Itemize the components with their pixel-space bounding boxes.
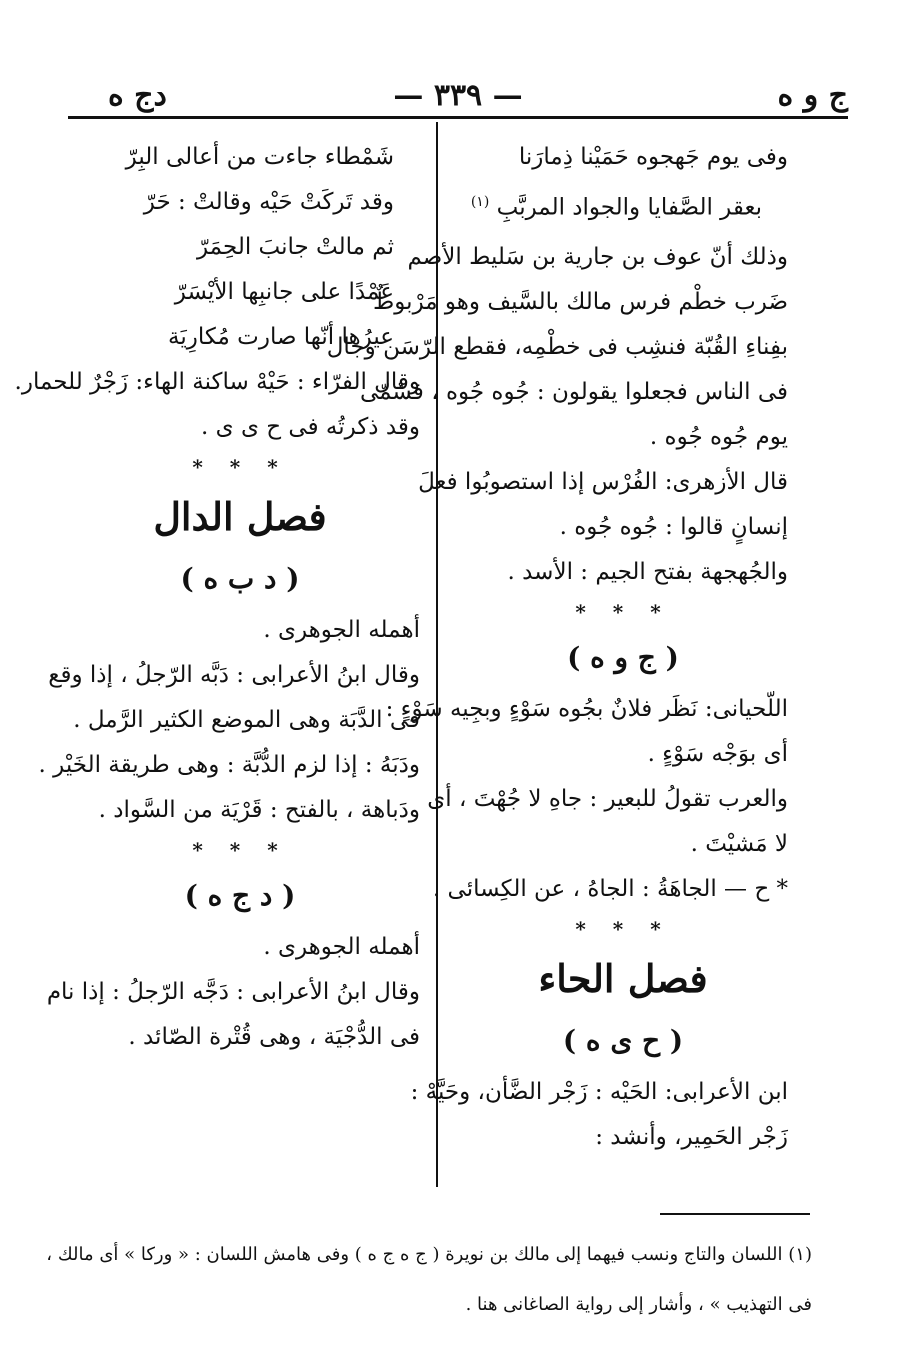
- text-line: وذلك أنّ عوف بن جارية بن سَليط الأصم: [407, 244, 788, 270]
- footnote-rule: [660, 1213, 810, 1215]
- text-line: فى الدُّجْيَة ، وهى قُتْرة الصّائد .: [128, 1024, 420, 1050]
- footnote-marker: (١): [470, 194, 490, 210]
- root-heading: ( ح ى ه ): [562, 1024, 684, 1057]
- section-title: فصل الحاء: [538, 956, 708, 1001]
- page-number: — ٣٣٩ —: [393, 78, 523, 113]
- text-line: أهمله الجوهرى .: [263, 617, 420, 643]
- text-line: إنسانٍ قالوا : جُوه جُوه .: [559, 514, 788, 540]
- root-heading: ( د ب ه ): [180, 562, 300, 595]
- section-title: فصل الدال: [153, 494, 327, 539]
- text-line: ودَبَهُ : إذا لزم الدُّبَّة : وهى طريقة الخَيْر .: [38, 752, 420, 778]
- text-line: وقال ابنُ الأعرابى : دَبَّه الرّجلُ ، إذا وقع: [48, 662, 420, 688]
- text-line: فى الدَّبَة وهى الموضع الكثير الرَّمل .: [73, 707, 420, 733]
- verse-line: ثم مالتْ جانبَ الحِمَرّ: [196, 234, 394, 260]
- verse-line: شَمْطاء جاءت من أعالى البِرّ: [125, 144, 394, 170]
- section-separator: * * *: [575, 917, 671, 941]
- verse-line: عيرُها أنّها صارت مُكارِيَة: [168, 324, 394, 350]
- verse-line: [458, 180, 788, 225]
- text-line: فى الناس فجعلوا يقولون : جُوه جُوه ، فسُمّى: [359, 379, 788, 405]
- text-line: * ح — الجاهَةُ : الجاهُ ، عن الكِسائى .: [432, 876, 788, 902]
- footnote: [46, 1230, 812, 1330]
- header-left-root: دج ه: [108, 78, 167, 113]
- root-heading: ( ج و ه ): [567, 641, 679, 674]
- footnote-line: فى التهذيب » ، وأشار إلى رواية الصاغانى هنا .: [465, 1294, 812, 1315]
- text-line: أى بوَجْه سَوْءٍ .: [647, 741, 788, 767]
- text-line: زَجْر الحَمِير، وأنشد :: [595, 1124, 788, 1150]
- text-line: بفِناءِ القُبّة فنشِب فى خطْمِه، فقطع الرّسَن وجال: [326, 334, 788, 360]
- section-separator: * * *: [575, 600, 671, 624]
- verse-line: وقد تَركَتْ حَيْه وقالتْ : حَرّ: [143, 189, 394, 215]
- verse-line: عَمْدًا على جانبِها الأيْسَرّ: [174, 279, 394, 305]
- section-separator: * * *: [192, 838, 288, 862]
- text-line: ضَرب خطْم فرس مالك بالسَّيف وهو مَرْبوطٌ: [373, 289, 788, 315]
- section-separator: * * *: [192, 455, 288, 479]
- text-line: ودَباهة ، بالفتح : قَرْيَة من السَّواد .: [98, 797, 420, 823]
- text-line: ابن الأعرابى: الحَيْه : زَجْر الضَّأن، وحَيَّهْ :: [410, 1079, 788, 1105]
- text-line: وقال ابنُ الأعرابى : دَجَّه الرّجلُ : إذا نام: [46, 979, 420, 1005]
- text-line: والعرب تقولُ للبعير : جاهِ لا جُهْتَ ، أى: [427, 786, 788, 812]
- root-heading: ( د ج ه ): [184, 879, 296, 912]
- text-line: لا مَشيْتَ .: [690, 831, 788, 857]
- header-right-root: ج و ه: [777, 78, 848, 113]
- text-line: اللّحيانى: نَظَر فلانٌ بجُوه سَوْءٍ وبجِيه سَوْءٍ :: [385, 696, 788, 722]
- text-line: والجُهجهة بفتح الجيم : الأسد .: [507, 559, 788, 585]
- page-header: [68, 68, 848, 116]
- verse-text: بعقر الصَّفايا والجواد المربَّبِ: [496, 194, 762, 221]
- footnote-line: (١) اللسان والتاج ونسب فيهما إلى مالك بن نويرة ( ج ه ج ه ) وفى هامش اللسان : « وركا » أى مالك ،: [46, 1244, 812, 1265]
- header-rule: [68, 116, 848, 119]
- left-column: [14, 135, 420, 1060]
- verse-line: وفى يوم جَهجوه حَمَيْنا ذِمارَنا: [518, 144, 788, 170]
- text-line: أهمله الجوهرى .: [263, 934, 420, 960]
- text-line: وقد ذكرتُه فى ح ى ى .: [201, 414, 420, 440]
- text-line: يوم جُوه جُوه .: [649, 424, 788, 450]
- text-line: قال الأزهرى: الفُرْس إذا استصوبُوا فعلَ: [418, 469, 788, 495]
- text-line: وقال الفرّاء : حَيْهْ ساكنة الهاء: زَجْرٌ للحمار.: [14, 369, 420, 395]
